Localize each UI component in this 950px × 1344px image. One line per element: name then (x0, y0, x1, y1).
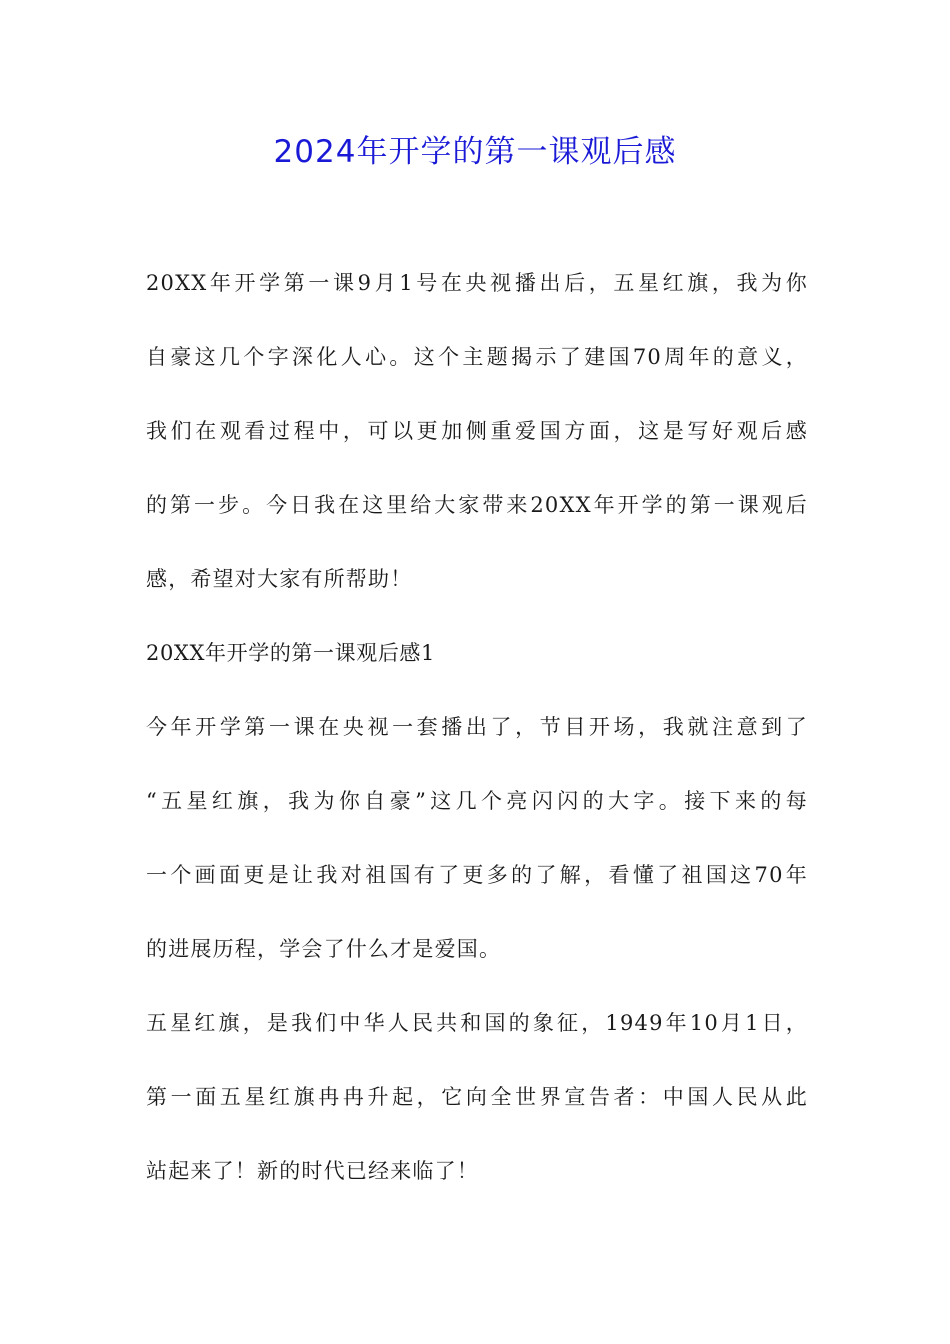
body-line: 一个画面更是让我对祖国有了更多的了解，看懂了祖国这70年 (146, 863, 808, 887)
body-line: 的第一步。今日我在这里给大家带来20XX年开学的第一课观后 (146, 493, 808, 517)
section-heading: 20XX年开学的第一课观后感1 (146, 641, 435, 665)
body-line: 今年开学第一课在央视一套播出了，节目开场，我就注意到了 (146, 715, 808, 739)
body-line: 站起来了！新的时代已经来临了！ (146, 1159, 479, 1183)
document-title: 2024年开学的第一课观后感 (273, 134, 677, 170)
body-line: 的进展历程，学会了什么才是爱国。 (146, 937, 502, 961)
body-line: 自豪这几个字深化人心。这个主题揭示了建国70周年的意义， (146, 345, 808, 369)
body-line: 感，希望对大家有所帮助！ (146, 567, 413, 591)
body-line: 第一面五星红旗冉冉升起，它向全世界宣告者：中国人民从此 (146, 1085, 808, 1109)
body-line: “五星红旗，我为你自豪”这几个亮闪闪的大字。接下来的每 (146, 789, 808, 813)
body-line: 五星红旗，是我们中华人民共和国的象征，1949年10月1日， (146, 1011, 808, 1035)
body-line: 20XX年开学第一课9月1号在央视播出后，五星红旗，我为你 (146, 271, 808, 295)
document-body (146, 246, 808, 1208)
body-line: 我们在观看过程中，可以更加侧重爱国方面，这是写好观后感 (146, 419, 808, 443)
